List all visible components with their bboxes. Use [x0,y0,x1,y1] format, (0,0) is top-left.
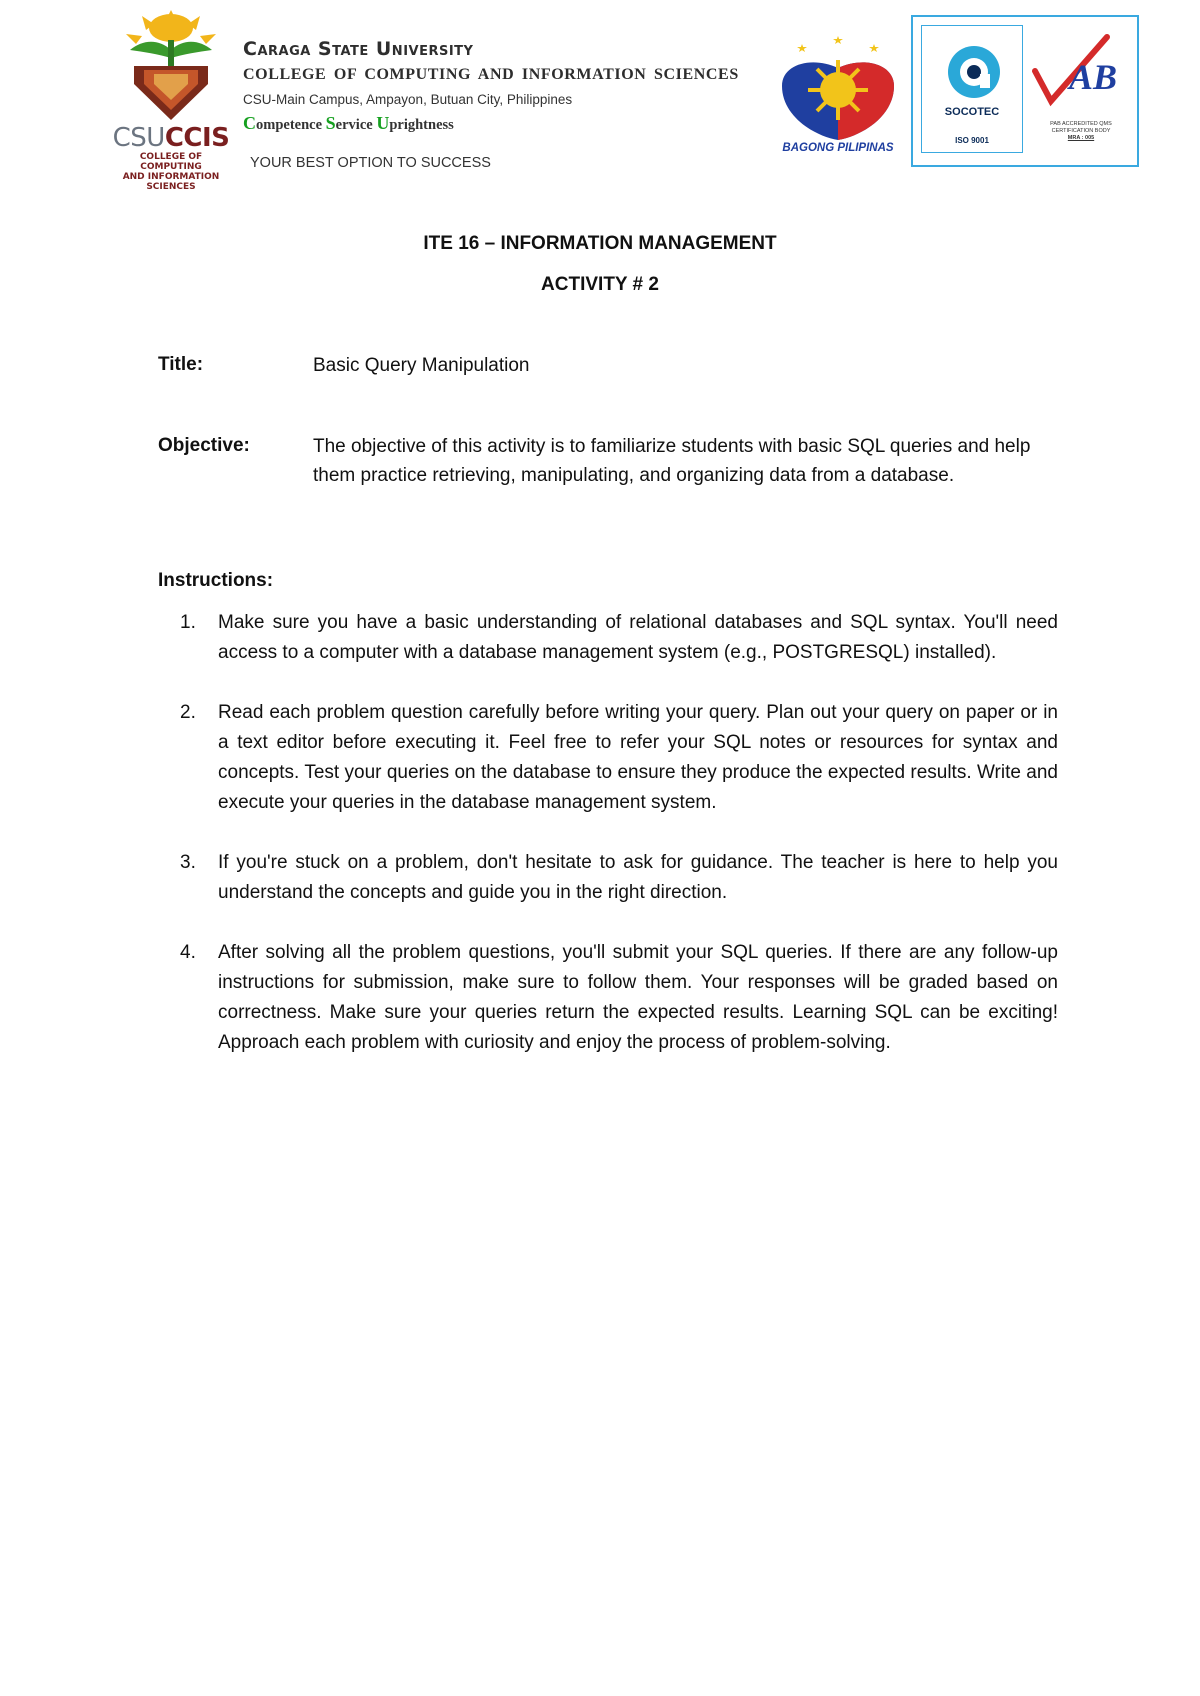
instruction-text: Make sure you have a basic understanding of relational databases and SQL syntax. You'll need access to a computer with a database management system (e.g., POSTGRESQL) installed). [218,612,1058,663]
motto-word-1: ompetence [256,117,326,133]
college-name: COLLEGE OF COMPUTING AND INFORMATION SCIENCES [243,66,739,83]
title-label: Title: [158,354,204,375]
university-name: Caraga State University [243,38,474,60]
university-block [243,38,739,134]
activity-number: ACTIVITY # 2 [541,274,659,295]
instruction-text: Read each problem question carefully before writing your query. Plan out your query on paper or in a text editor before executing it. Feel free to refer your SQL notes or resources for syntax and concepts. Test your queries on the database to ensure they produce the expected results. Write and execute your queries in the database management system. [218,702,1058,813]
instruction-item [158,848,1058,908]
csu-seal-icon [112,10,230,122]
logo-sub-line1: COLLEGE OF COMPUTING [139,152,203,172]
motto-letter-c: C [243,113,256,133]
pab-caption-line2: CERTIFICATION BODY [1051,128,1111,134]
instruction-number: 3. [180,852,196,873]
socotec-icon [946,44,1002,100]
logo-ccis-text: CCIS [164,123,230,153]
instruction-item [158,938,1058,1058]
socotec-badge [921,25,1023,153]
motto-word-3: prightness [389,117,454,133]
instruction-number: 2. [180,702,196,723]
objective-text: The objective of this activity is to familiarize students with basic SQL queries and help them practice retrieving, manipulating, and organizing data from a database. [313,436,1031,486]
iso-label: ISO 9001 [955,136,989,145]
campus-address: CSU-Main Campus, Ampayon, Butuan City, Philippines [243,92,573,107]
instruction-number: 1. [180,612,196,633]
instructions-list [158,608,1058,1088]
logo-sub-line2: AND INFORMATION SCIENCES [122,172,220,192]
instruction-item [158,698,1058,818]
course-title: ITE 16 – INFORMATION MANAGEMENT [423,233,777,254]
instructions-label: Instructions: [158,570,274,591]
bagong-pilipinas-icon [772,34,904,142]
motto-letter-s: S [325,113,336,133]
instruction-item [158,608,1058,668]
pab-caption-line1: PAB ACCREDITED QMS [1050,121,1112,127]
motto [243,113,739,134]
instruction-text: If you're stuck on a problem, don't hesitate to ask for guidance. The teacher is here to help you understand the concepts and guide you in the right direction. [218,852,1058,903]
certification-box [911,15,1139,167]
pab-logo-icon [1029,27,1133,107]
title-value: Basic Query Manipulation [313,355,530,376]
instruction-text: After solving all the problem questions, you'll submit your SQL queries. If there are any follow-up instructions for submission, make sure to follow them. Your responses will be graded based on correctness. Make sure your queries return the expected results. Learning SQL can be exciting! Approach each problem with curiosity and enjoy the process of problem-solving. [218,942,1058,1053]
pab-caption [1029,121,1133,142]
pab-caption-line3: MRA : 005 [1067,135,1095,141]
bagong-pilipinas-logo [772,34,904,162]
motto-word-2: ervice [335,117,377,133]
pab-text: AB [1069,57,1118,97]
tagline: YOUR BEST OPTION TO SUCCESS [250,155,491,171]
bagong-pilipinas-text: BAGONG PILIPINAS [782,142,894,154]
objective-label: Objective: [158,435,250,456]
csu-ccis-logo [112,10,230,192]
motto-letter-u: U [376,113,390,133]
logo-csu-text: CSU [112,123,165,153]
socotec-label: SOCOTEC [944,106,1000,118]
instruction-number: 4. [180,942,196,963]
